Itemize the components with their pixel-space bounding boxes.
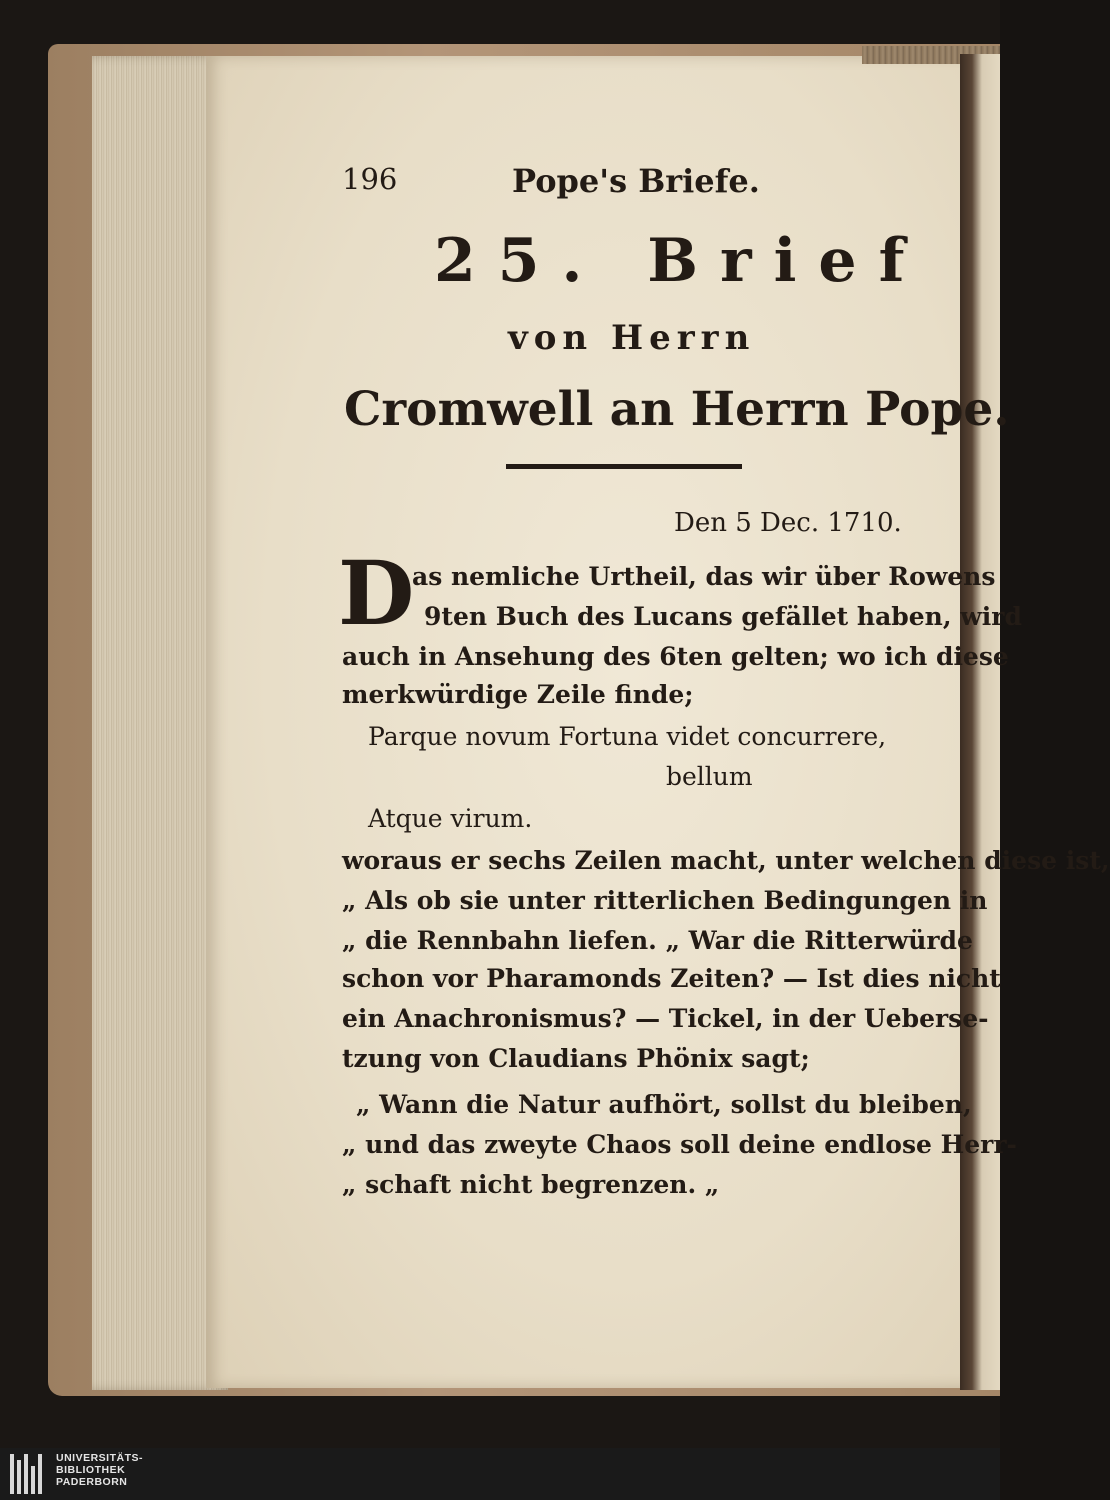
library-footer: [0, 1448, 1000, 1500]
text-line: „ Wann die Natur aufhört, sollst du bleiben,: [356, 1090, 972, 1119]
drop-cap: D: [338, 541, 415, 645]
text-line: 9ten Buch des Lucans gefället haben, wird: [424, 602, 1022, 631]
text-line: tzung von Claudians Phönix sagt;: [342, 1044, 810, 1073]
heading-line-2: Cromwell an Herrn Pope.: [344, 382, 1010, 437]
logo-line: BIBLIOTHEK: [56, 1464, 126, 1476]
text-line: auch in Ansehung des 6ten gelten; wo ich diese: [342, 642, 1009, 671]
logo-line: UNIVERSITÄTS-: [56, 1452, 144, 1464]
page-number: 196: [342, 162, 398, 196]
text-line: „ und das zweyte Chaos soll deine endlose Herr-: [342, 1130, 1017, 1159]
text-line: as nemliche Urtheil, das wir über Rowens: [412, 562, 996, 591]
heading-line-1: von Herrn: [508, 318, 756, 358]
latin-quote-line: Parque novum Fortuna videt concurrere,: [368, 722, 887, 751]
library-logo-text: [56, 1452, 143, 1488]
library-logo-icon: [10, 1454, 50, 1494]
text-line: ein Anachronismus? — Tickel, in der Ueberse-: [342, 1004, 989, 1033]
logo-line: PADERBORN: [56, 1476, 128, 1488]
text-line: „ Als ob sie unter ritterlichen Bedingungen in: [342, 886, 988, 915]
latin-quote-line: Atque virum.: [368, 804, 533, 833]
text-line: „ schaft nicht begrenzen. „: [342, 1170, 720, 1199]
book-gutter: [960, 54, 1000, 1390]
latin-quote-line: bellum: [666, 762, 753, 791]
letter-date: Den 5 Dec. 1710.: [674, 508, 902, 538]
title-rule: [506, 464, 742, 469]
text-line: schon vor Pharamonds Zeiten? — Ist dies nicht: [342, 964, 1001, 993]
running-head: Pope's Briefe.: [512, 162, 760, 200]
text-line: „ die Rennbahn liefen. „ War die Ritterwürde: [342, 926, 973, 955]
text-line: woraus er sechs Zeilen macht, unter welchen diese ist,: [342, 846, 1110, 875]
text-line: merkwürdige Zeile finde;: [342, 680, 694, 709]
chapter-title: 25. Brief: [434, 226, 927, 296]
